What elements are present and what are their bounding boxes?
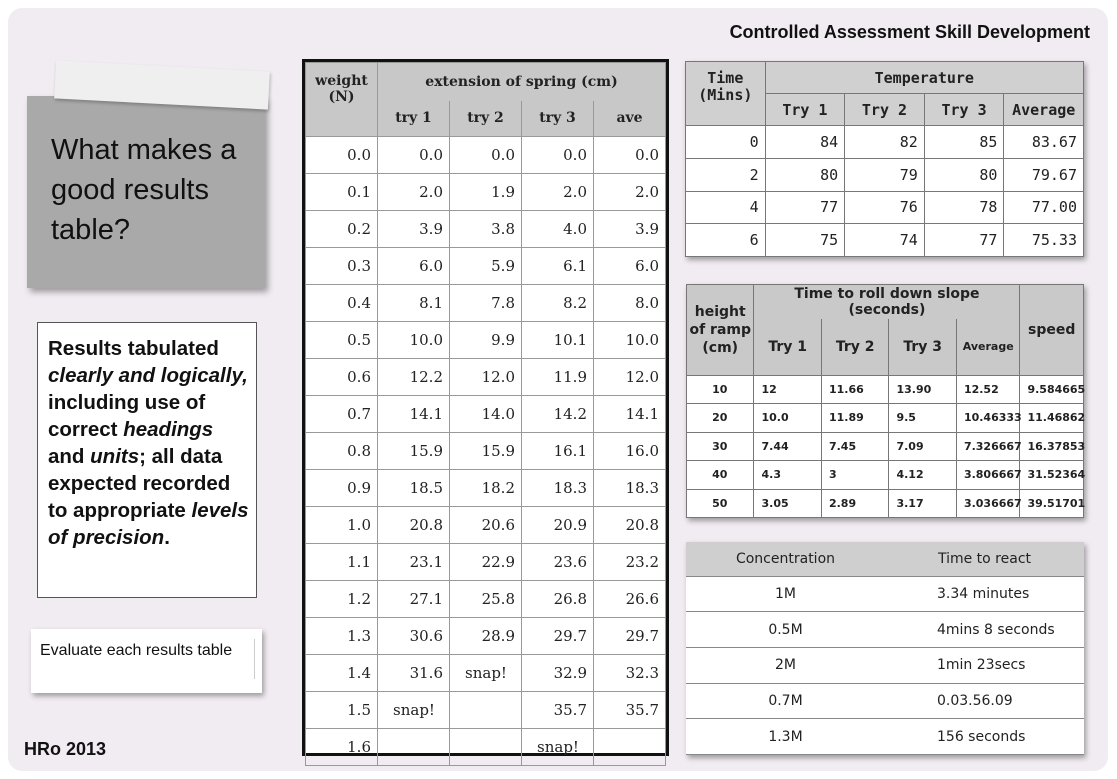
table-cell: 82	[845, 126, 925, 159]
title-card-text: What makes a good results table?	[51, 134, 237, 246]
table-row	[306, 137, 666, 174]
table-cell: 12	[754, 375, 821, 404]
table-row	[686, 683, 1084, 719]
table-cell: 25.8	[450, 581, 522, 618]
table-cell: 20.8	[594, 507, 666, 544]
table-cell: 0.0	[594, 137, 666, 174]
header-time: Time (Mins)	[686, 62, 766, 126]
table-cell: 1.1	[306, 544, 378, 581]
table-cell: 12.0	[594, 359, 666, 396]
table-row	[306, 507, 666, 544]
table-cell: 2.0	[594, 174, 666, 211]
table-cell: snap!	[378, 692, 450, 729]
table-cell: 23.6	[522, 544, 594, 581]
table-cell: 3.17	[889, 489, 956, 518]
table-cell: 7.45	[821, 432, 888, 461]
table-cell: 7.09	[889, 432, 956, 461]
table-cell: 0.7	[306, 396, 378, 433]
table-cell: 80	[924, 158, 1004, 191]
evaluate-text: Evaluate each results table	[40, 642, 233, 659]
table-cell: 5.9	[450, 248, 522, 285]
header-try2: Try 2	[845, 94, 925, 126]
table-cell: 4.12	[889, 461, 956, 490]
table-cell: 10.0	[754, 404, 821, 433]
table-cell: 84	[765, 126, 845, 159]
table-cell: 0.0	[378, 137, 450, 174]
table-cell: 3.34 minutes	[885, 576, 1084, 612]
table-cell: 79	[845, 158, 925, 191]
table-cell: 27.1	[378, 581, 450, 618]
table-cell: 14.1	[594, 396, 666, 433]
table-cell	[378, 729, 450, 766]
table-cell: 12.52	[956, 375, 1020, 404]
table-row	[686, 612, 1084, 648]
header-time-to-react: Time to react	[885, 542, 1084, 576]
table-cell: 3.05	[754, 489, 821, 518]
table-cell: 20	[687, 404, 754, 433]
table-cell: 1.2	[306, 581, 378, 618]
table-cell: 50	[687, 489, 754, 518]
table-row	[306, 174, 666, 211]
table-cell: 14.0	[450, 396, 522, 433]
table-cell: 74	[845, 224, 925, 257]
table-cell: 1min 23secs	[885, 647, 1084, 683]
table-cell: 22.9	[450, 544, 522, 581]
table-cell: 3.806667	[956, 461, 1020, 490]
table-row	[306, 692, 666, 729]
table-cell: 10.46333	[956, 404, 1020, 433]
table-cell: 3.9	[378, 211, 450, 248]
table-cell: 83.67	[1004, 126, 1084, 159]
header-try3: try 3	[522, 101, 594, 137]
table-row	[686, 126, 1084, 159]
table-cell: 3.8	[450, 211, 522, 248]
table-cell: snap!	[522, 729, 594, 766]
table-cell: 15.9	[450, 433, 522, 470]
table-row	[306, 248, 666, 285]
table-row	[306, 433, 666, 470]
table-row	[306, 581, 666, 618]
table-cell: 18.3	[522, 470, 594, 507]
credit-text: HRo 2013	[24, 739, 107, 759]
description-text: Results tabulated clearly and logically, including use of correct headings and units; all data expected recorded to appropriate levels of precision.	[48, 337, 249, 549]
header-extension-group: extension of spring (cm)	[378, 63, 666, 101]
table-cell: 10	[687, 375, 754, 404]
table-cell: 30.6	[378, 618, 450, 655]
table-row	[686, 158, 1084, 191]
table-cell: 1.3	[306, 618, 378, 655]
table-cell: 75	[765, 224, 845, 257]
table-row	[686, 224, 1084, 257]
table-cell: 0.9	[306, 470, 378, 507]
table-cell: 0.4	[306, 285, 378, 322]
table-cell: 20.9	[522, 507, 594, 544]
table-cell: 26.8	[522, 581, 594, 618]
table-cell: 30	[687, 432, 754, 461]
title-card	[27, 96, 265, 288]
table-cell: 31.52364	[1020, 461, 1084, 490]
table-cell: 4.0	[522, 211, 594, 248]
header-try2: try 2	[450, 101, 522, 137]
table-cell	[450, 692, 522, 729]
table-cell: 18.2	[450, 470, 522, 507]
table-cell: 4.3	[754, 461, 821, 490]
table-cell: 1.4	[306, 655, 378, 692]
table-row	[306, 396, 666, 433]
table-cell: snap!	[450, 655, 522, 692]
header-average: Average	[956, 319, 1020, 375]
header-concentration: Concentration	[686, 542, 885, 576]
table-cell: 11.89	[821, 404, 888, 433]
table-cell: 75.33	[1004, 224, 1084, 257]
table-row	[306, 359, 666, 396]
table-cell: 26.6	[594, 581, 666, 618]
table-cell: 0.3	[306, 248, 378, 285]
table-cell	[594, 729, 666, 766]
table-row	[306, 322, 666, 359]
table-cell: 2.0	[378, 174, 450, 211]
concentration-table	[686, 542, 1084, 755]
table-row	[687, 432, 1084, 461]
table-cell: 0.0	[306, 137, 378, 174]
description-box	[37, 322, 257, 598]
table-cell: 11.66	[821, 375, 888, 404]
table-cell: 3	[821, 461, 888, 490]
table-cell: 7.8	[450, 285, 522, 322]
table-cell: 32.3	[594, 655, 666, 692]
table-cell: 6.0	[594, 248, 666, 285]
table-cell: 6.0	[378, 248, 450, 285]
table-row	[686, 576, 1084, 612]
table-cell: 1M	[686, 576, 885, 612]
table-cell: 0.03.56.09	[885, 683, 1084, 719]
table-row	[687, 375, 1084, 404]
table-cell: 14.1	[378, 396, 450, 433]
header-try3: Try 3	[924, 94, 1004, 126]
table-cell: 23.2	[594, 544, 666, 581]
evaluate-box	[31, 629, 262, 693]
table-cell: 6.1	[522, 248, 594, 285]
table-cell	[450, 729, 522, 766]
table-cell: 4mins 8 seconds	[885, 612, 1084, 648]
table-cell: 7.44	[754, 432, 821, 461]
table-cell: 23.1	[378, 544, 450, 581]
table-cell: 7.326667	[956, 432, 1020, 461]
table-cell: 16.1	[522, 433, 594, 470]
table-row	[306, 655, 666, 692]
table-row	[686, 647, 1084, 683]
header-temperature-group: Temperature	[765, 62, 1083, 94]
table-cell: 0.2	[306, 211, 378, 248]
table-cell: 35.7	[594, 692, 666, 729]
table-cell: 0.8	[306, 433, 378, 470]
header-weight: weight (N)	[306, 63, 378, 137]
table-cell: 3.036667	[956, 489, 1020, 518]
table-cell: 20.6	[450, 507, 522, 544]
spring-extension-table	[302, 59, 669, 756]
table-cell: 0.5M	[686, 612, 885, 648]
table-cell: 32.9	[522, 655, 594, 692]
header-speed: speed	[1020, 285, 1084, 376]
table-cell: 9.5	[889, 404, 956, 433]
header-title: Controlled Assessment Skill Development	[729, 22, 1090, 42]
table-row	[306, 285, 666, 322]
table-cell: 0	[686, 126, 766, 159]
table-cell: 0.6	[306, 359, 378, 396]
table-cell: 0.0	[522, 137, 594, 174]
header-time-group: Time to roll down slope (seconds)	[754, 285, 1020, 320]
table-cell: 11.9	[522, 359, 594, 396]
table-cell: 77	[765, 191, 845, 224]
table-cell: 2.89	[821, 489, 888, 518]
table-cell: 156 seconds	[885, 719, 1084, 755]
table-cell: 12.0	[450, 359, 522, 396]
header-try1: Try 1	[754, 319, 821, 375]
table-cell: 40	[687, 461, 754, 490]
table-cell: 11.46862	[1020, 404, 1084, 433]
table-row	[306, 618, 666, 655]
table-cell: 14.2	[522, 396, 594, 433]
table-cell: 77.00	[1004, 191, 1084, 224]
table-row	[306, 211, 666, 248]
header-ave: ave	[594, 101, 666, 137]
ramp-time-table	[686, 284, 1084, 518]
table-cell: 1.9	[450, 174, 522, 211]
table-cell: 29.7	[594, 618, 666, 655]
table-cell: 12.2	[378, 359, 450, 396]
table-cell: 16.0	[594, 433, 666, 470]
table-row	[306, 544, 666, 581]
table-cell: 15.9	[378, 433, 450, 470]
table-row	[686, 191, 1084, 224]
table-cell: 35.7	[522, 692, 594, 729]
table-cell: 8.0	[594, 285, 666, 322]
header-average: Average	[1004, 94, 1084, 126]
table-row	[686, 719, 1084, 755]
table-cell: 1.3M	[686, 719, 885, 755]
table-cell: 0.5	[306, 322, 378, 359]
header-try1: try 1	[378, 101, 450, 137]
table-cell: 16.37853	[1020, 432, 1084, 461]
table-row	[306, 729, 666, 766]
table-cell: 0.7M	[686, 683, 885, 719]
table-row	[687, 461, 1084, 490]
table-row	[687, 489, 1084, 518]
table-cell: 1.0	[306, 507, 378, 544]
table-cell: 28.9	[450, 618, 522, 655]
table-cell: 1.5	[306, 692, 378, 729]
table-cell: 39.51701	[1020, 489, 1084, 518]
table-cell: 31.6	[378, 655, 450, 692]
table-cell: 80	[765, 158, 845, 191]
table-cell: 2M	[686, 647, 885, 683]
table-cell: 0.1	[306, 174, 378, 211]
table-cell: 0.0	[450, 137, 522, 174]
table-cell: 2	[686, 158, 766, 191]
table-cell: 9.9	[450, 322, 522, 359]
table-cell: 4	[686, 191, 766, 224]
table-cell: 18.3	[594, 470, 666, 507]
table-row	[306, 470, 666, 507]
table-cell: 3.9	[594, 211, 666, 248]
table-cell: 9.584665	[1020, 375, 1084, 404]
table-cell: 2.0	[522, 174, 594, 211]
table-cell: 10.0	[594, 322, 666, 359]
table-cell: 85	[924, 126, 1004, 159]
table-cell: 13.90	[889, 375, 956, 404]
table-row	[687, 404, 1084, 433]
header-try2: Try 2	[821, 319, 888, 375]
table-cell: 8.2	[522, 285, 594, 322]
table-cell: 1.6	[306, 729, 378, 766]
table-cell: 76	[845, 191, 925, 224]
table-cell: 77	[924, 224, 1004, 257]
table-cell: 6	[686, 224, 766, 257]
table-cell: 18.5	[378, 470, 450, 507]
table-cell: 78	[924, 191, 1004, 224]
header-height: height of ramp (cm)	[687, 285, 754, 376]
table-cell: 10.1	[522, 322, 594, 359]
table-cell: 79.67	[1004, 158, 1084, 191]
table-cell: 10.0	[378, 322, 450, 359]
header-try1: Try 1	[765, 94, 845, 126]
header-try3: Try 3	[889, 319, 956, 375]
table-cell: 29.7	[522, 618, 594, 655]
table-cell: 20.8	[378, 507, 450, 544]
table-cell: 8.1	[378, 285, 450, 322]
temperature-table	[685, 61, 1084, 257]
